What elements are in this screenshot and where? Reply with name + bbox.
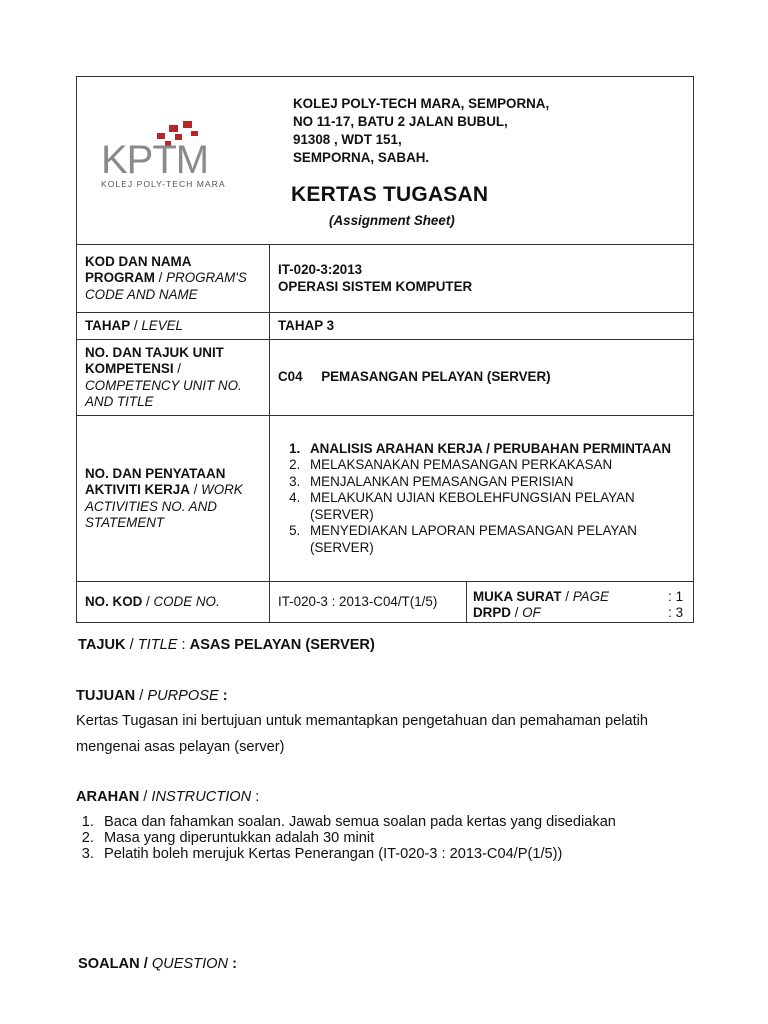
competency-code: C04 — [278, 369, 303, 385]
activities-label: NO. DAN PENYATAAN AKTIVITI KERJA / WORK ACTIVITIES NO. AND STATEMENT — [77, 416, 270, 582]
page-info-cell: MUKA SURAT / PAGE : 1 DRPD / OF : 3 — [467, 582, 694, 623]
address-line: KOLEJ POLY-TECH MARA, SEMPORNA, — [293, 96, 550, 111]
header-table — [76, 76, 694, 623]
program-code: IT-020-3:2013 — [278, 262, 363, 277]
instruction-heading: ARAHAN / INSTRUCTION : — [76, 789, 260, 805]
purpose-heading: TUJUAN / PURPOSE : — [76, 688, 228, 704]
activity-item: 3. MENJALANKAN PEMASANGAN PERISIAN — [304, 474, 687, 491]
activity-item: 2. MELAKSANAKAN PEMASANGAN PERKAKASAN — [304, 457, 687, 474]
competency-label: NO. DAN TAJUK UNIT KOMPETENSI / COMPETENCY UNIT NO. AND TITLE — [77, 340, 270, 416]
question-heading: SOALAN / QUESTION : — [78, 956, 237, 972]
program-label: KOD DAN NAMA PROGRAM / PROGRAM'S CODE AND NAME — [77, 245, 270, 313]
competency-title: PEMASANGAN PELAYAN (SERVER) — [321, 369, 551, 385]
program-value — [270, 245, 694, 313]
competency-value — [270, 340, 694, 416]
page-number: : 1 — [668, 589, 684, 604]
title-line: TAJUK / TITLE : ASAS PELAYAN (SERVER) — [78, 637, 375, 653]
code-label: NO. KOD / CODE NO. — [77, 582, 270, 623]
activity-item: 5. MENYEDIAKAN LAPORAN PEMASANGAN PELAYAN (SERVER) — [304, 523, 687, 556]
logo-text: KPTM — [101, 138, 209, 182]
activity-item: 1. ANALISIS ARAHAN KERJA / PERUBAHAN PERMINTAAN — [304, 441, 687, 458]
instruction-list-wrap — [76, 814, 716, 862]
instruction-item: 3. Pelatih boleh merujuk Kertas Penerangan (IT-020-3 : 2013-C04/P(1/5)) — [98, 846, 716, 862]
address-line: SEMPORNA, SABAH. — [293, 150, 430, 165]
purpose-text-line: Kertas Tugasan ini bertujuan untuk memantapkan pengetahuan dan pemahaman pelatih — [76, 713, 648, 729]
document-subtitle: (Assignment Sheet) — [329, 213, 455, 228]
document-title: KERTAS TUGASAN — [291, 183, 489, 206]
header-cell — [77, 77, 694, 245]
assignment-title: ASAS PELAYAN (SERVER) — [189, 637, 375, 653]
instruction-item: 1. Baca dan fahamkan soalan. Jawab semua soalan pada kertas yang disediakan — [98, 814, 716, 830]
level-label: TAHAP / LEVEL — [77, 313, 270, 340]
address-line: 91308 , WDT 151, — [293, 132, 402, 147]
activities-list-cell — [270, 416, 694, 582]
instruction-item: 2. Masa yang diperuntukkan adalah 30 minit — [98, 830, 716, 846]
program-name: OPERASI SISTEM KOMPUTER — [278, 278, 473, 294]
address-line: NO 11-17, BATU 2 JALAN BUBUL, — [293, 114, 508, 129]
college-address — [293, 95, 549, 167]
activities-list — [276, 441, 687, 557]
code-value: IT-020-3 : 2013-C04/T(1/5) — [270, 582, 467, 623]
level-value: TAHAP 3 — [270, 313, 694, 340]
logo-caption: KOLEJ POLY-TECH MARA — [101, 179, 226, 189]
assignment-sheet-header — [76, 76, 693, 623]
instruction-list — [76, 814, 716, 862]
page-total: : 3 — [668, 605, 684, 620]
kptm-logo — [99, 121, 259, 191]
purpose-text-line: mengenai asas pelayan (server) — [76, 739, 285, 755]
activity-item: 4. MELAKUKAN UJIAN KEBOLEHFUNGSIAN PELAYAN (SERVER) — [304, 490, 687, 523]
